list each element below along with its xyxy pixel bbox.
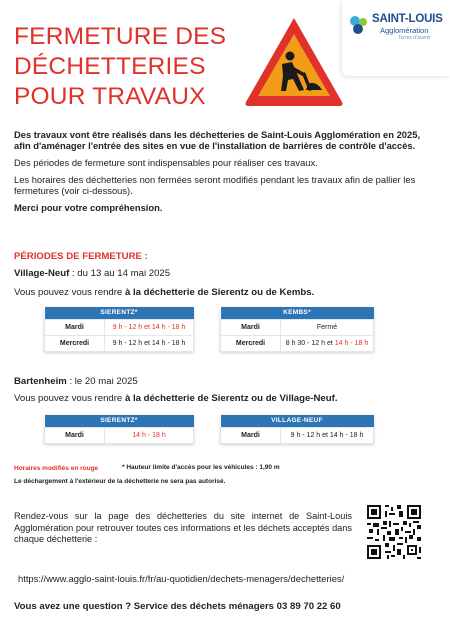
table-row	[221, 319, 374, 335]
table-hours: Fermé	[281, 319, 374, 335]
table-header: SIERENTZ*	[45, 415, 194, 427]
logo-tagline: Terres d'avenir	[398, 35, 431, 41]
table-sierentz-p1	[44, 307, 194, 352]
intro-thanks: Merci pour votre compréhension.	[14, 202, 163, 213]
period1-redirect-target: à la déchetterie de Sierentz ou de Kembs.	[124, 287, 315, 298]
intro-text	[14, 129, 438, 219]
table-day: Mardi	[45, 427, 105, 443]
period1-place: Village-Neuf	[14, 268, 70, 279]
logo-name: SAINT-LOUIS	[372, 13, 443, 25]
table-day: Mardi	[221, 319, 281, 335]
table-kembs-p1	[220, 307, 374, 352]
period1-date-text: : du 13 au 14 mai 2025	[69, 268, 171, 279]
table-day: Mardi	[45, 319, 105, 335]
note-unloading: Le déchargement à l'extérieur de la déchetterie ne sera pas autorisé.	[14, 478, 226, 485]
table-header: VILLAGE-NEUF	[221, 415, 374, 427]
table-day: Mardi	[221, 427, 281, 443]
table-row	[45, 335, 194, 351]
periods-heading: PÉRIODES DE FERMETURE :	[14, 251, 148, 262]
table-day: Mercredi	[221, 335, 281, 351]
period1-redirect-prefix: Vous pouvez vous rendre	[14, 287, 125, 298]
table-day: Mercredi	[45, 335, 105, 351]
note-height-limit: * Hauteur limite d'accès pour les véhicules : 1,90 m	[122, 464, 280, 471]
page-title	[14, 22, 254, 112]
table-hours: 9 h - 12 h et 14 h - 18 h	[281, 427, 374, 443]
logo-subname: Agglomération	[380, 26, 429, 35]
qr-code-icon[interactable]	[365, 503, 423, 561]
table-header: SIERENTZ*	[45, 307, 194, 319]
period2-dates	[14, 376, 138, 387]
note-modified-hours: Horaires modifiés en rouge	[14, 465, 99, 472]
period2-date-text: : le 20 mai 2025	[66, 376, 138, 387]
logo-mark-icon	[348, 14, 370, 36]
table-row	[45, 319, 194, 335]
rendezvous-text: Rendez-vous sur la page des déchetteries du site internet de Saint-Louis Agglomération pour retrouver toutes ces informations et les déchets acceptés dans chaque déchetterie :	[14, 511, 352, 544]
title-line-2: DÉCHETTERIES	[14, 53, 206, 80]
table-village-neuf-p2	[220, 415, 374, 444]
table-hours: 14 h - 18 h	[105, 427, 194, 443]
table-row	[221, 335, 374, 351]
table-hours: 8 h 30 - 12 h et 14 h - 18 h	[281, 335, 374, 351]
title-line-3: POUR TRAVAUX	[14, 83, 206, 110]
table-sierentz-p2	[44, 415, 194, 444]
period2-place: Bartenheim	[14, 376, 67, 387]
period2-redirect-prefix: Vous pouvez vous rendre	[14, 393, 125, 404]
table-row	[221, 427, 374, 443]
table-row	[45, 427, 194, 443]
saint-louis-logo	[342, 0, 450, 76]
title-line-1: FERMETURE DES	[14, 23, 227, 50]
contact-line: Vous avez une question ? Service des déchets ménagers 03 89 70 22 60	[14, 601, 341, 612]
roadworks-warning-icon	[242, 14, 346, 110]
period2-redirect-target: à la déchetterie de Sierentz ou de Village-Neuf.	[124, 393, 338, 404]
period2-redirect	[14, 393, 338, 404]
table-hours: 9 h - 12 h et 14 h - 18 h	[105, 319, 194, 335]
table-hours: 9 h - 12 h et 14 h - 18 h	[105, 335, 194, 351]
period1-dates	[14, 268, 170, 279]
intro-paragraph-2: Les horaires des déchetteries non fermées seront modifiés pendant les travaux afin de pallier les fermetures (voir ci-dessous).	[14, 174, 416, 196]
table-header: KEMBS*	[221, 307, 374, 319]
dechetteries-link[interactable]: https://www.agglo-saint-louis.fr/fr/au-quotidien/dechets-menagers/dechetteries/	[18, 573, 345, 584]
period1-redirect	[14, 287, 314, 298]
intro-lead: Des travaux vont être réalisés dans les déchetteries de Saint-Louis Agglomération en 2025, afin d'aménager l'entrée des sites en vue de l'installation de barrières de contrôle d'accès.	[14, 129, 421, 151]
intro-paragraph-1: Des périodes de fermeture sont indispensables pour réaliser ces travaux.	[14, 157, 318, 168]
